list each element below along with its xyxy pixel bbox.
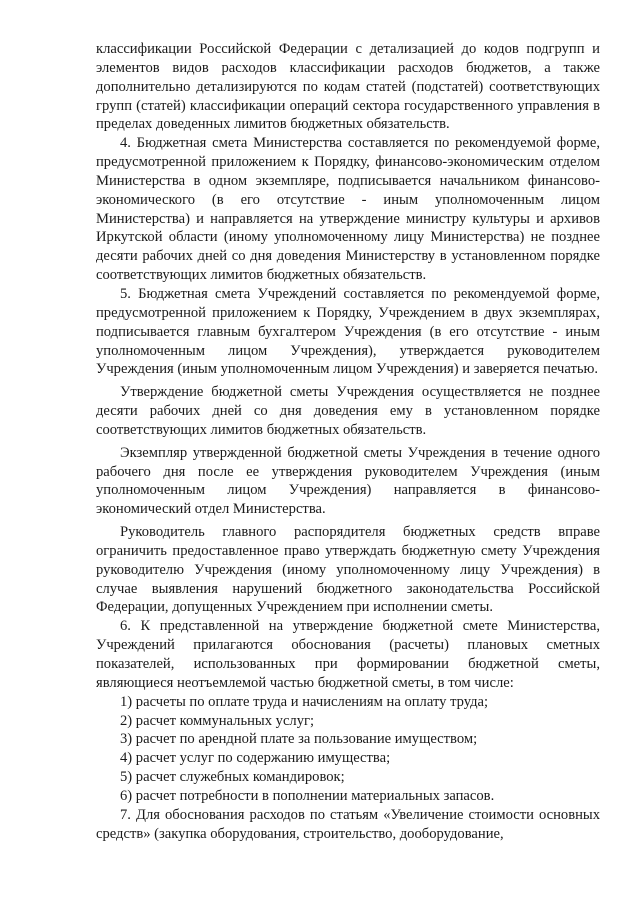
paragraph-item-7: 7. Для обоснования расходов по статьям «Увеличение стоимости основных средств» (закупка оборудования, строительство, дооборудование,: [96, 806, 600, 842]
paragraph-approval: Утверждение бюджетной сметы Учреждения осуществляется не позднее десяти рабочих дней со дня доведения ему в установленном порядке соответствующих лимитов бюджетных обязательств.: [96, 384, 600, 438]
list-item: 2) расчет коммунальных услуг;: [120, 712, 315, 729]
list-item: 3) расчет по арендной плате за пользование имуществом;: [120, 731, 478, 748]
list-item: 6) расчет потребности в пополнении материальных запасов.: [120, 787, 495, 804]
paragraph-item-5: 5. Бюджетная смета Учреждений составляется по рекомендуемой форме, предусмотренной приложением к Порядку, Учреждением в двух экземплярах, подписывается главным бухгалтером Учреждения (в его отсутствие - иным уполномоченным лицом Учреждения), утверждается руководителем Учреждения (иным уполномоченным лицом Учреждения) и заверяется печатью.: [96, 285, 600, 378]
paragraph-restriction: Руководитель главного распорядителя бюджетных средств вправе ограничить предоставленное право утверждать бюджетную смету Учреждения руководителю Учреждения (иному уполномоченному лицу Учреждения) в случае выявления нарушений бюджетного законодательства Российской Федерации, допущенных Учреждением при исполнении сметы.: [96, 524, 600, 616]
list-item: 5) расчет служебных командировок;: [120, 769, 345, 786]
paragraph-item-4: 4. Бюджетная смета Министерства составляется по рекомендуемой форме, предусмотренной приложением к Порядку, финансово-экономическим отделом Министерства в одном экземпляре, подписывается начальником финансово-экономического (в его отсутствие - иным уполномоченным лицом Министерства) и направляется на утверждение министру культуры и архивов Иркутской области (иному уполномоченному лицу Министерства) не позднее десяти рабочих дней со дня доведения Министерству в установленном порядке соответствующих лимитов бюджетных обязательств.: [96, 135, 600, 284]
document-page: [96, 40, 600, 843]
list-item: 4) расчет услуг по содержанию имущества;: [120, 750, 391, 767]
paragraph-copy: Экземпляр утвержденной бюджетной сметы Учреждения в течение одного рабочего дня после ее утверждения руководителем Учреждения (иным уполномоченным лицом Учреждения) направляется в финансово-экономический отдел Министерства.: [96, 444, 600, 518]
list-item: 1) расчеты по оплате труда и начислениям на оплату труда;: [120, 693, 489, 710]
paragraph-continuation: классификации Российской Федерации с детализацией до кодов подгрупп и элементов видов расходов классификации расходов бюджетов, а также дополнительно детализируются по кодам статей (подстатей) соответствующих групп (статей) классификации операций сектора государственного управления в пределах доведенных лимитов бюджетных обязательств.: [96, 41, 600, 133]
paragraph-item-6: 6. К представленной на утверждение бюджетной смете Министерства, Учреждений прилагаются обоснования (расчеты) плановых сметных показателей, использованных при формировании бюджетной сметы, являющиеся неотъемлемой частью бюджетной сметы, в том числе:: [96, 618, 600, 691]
